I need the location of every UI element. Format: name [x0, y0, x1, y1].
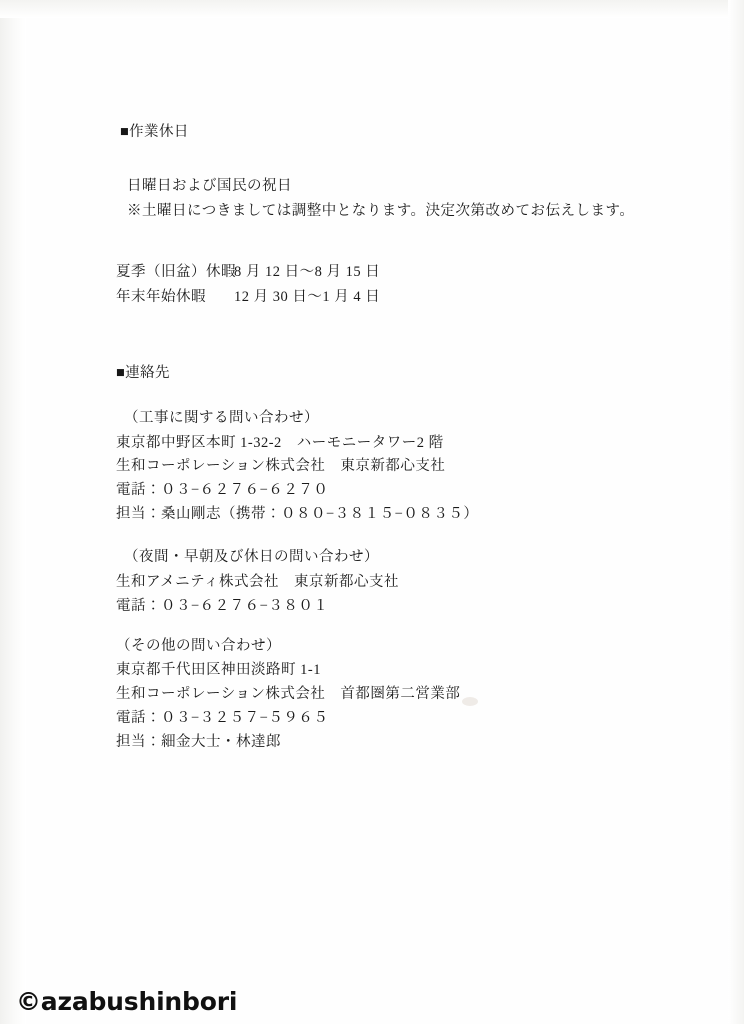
schedule-label-summer: 夏季（旧盆）休暇 [116, 264, 236, 280]
contact-afterhours-phone: 電話：０３−６２７６−３８０１ [116, 598, 329, 614]
section-heading-contacts: ■連絡先 [116, 365, 170, 381]
work-holidays-line-2: ※土曜日につきましては調整中となります。決定次第改めてお伝えします。 [127, 203, 635, 219]
paper-smudge [462, 697, 478, 706]
contact-group-title-afterhours: （夜間・早朝及び休日の問い合わせ） [124, 549, 379, 565]
contact-other-company: 生和コーポレーション株式会社 首都圏第二営業部 [116, 686, 461, 702]
contact-group-title-other: （その他の問い合わせ） [116, 638, 281, 654]
contact-group-title-construction: （工事に関する問い合わせ） [124, 410, 319, 426]
scan-edge-top [0, 0, 744, 18]
contact-construction-phone: 電話：０３−６２７６−６２７０ [116, 482, 329, 498]
section-heading-work-holidays: ■作業休日 [120, 124, 189, 140]
contact-construction-company: 生和コーポレーション株式会社 東京新都心支社 [116, 458, 446, 474]
schedule-row-yearend [116, 285, 380, 306]
schedule-value-summer: 8 月 12 日〜8 月 15 日 [234, 264, 381, 280]
schedule-row-summer [116, 260, 380, 281]
work-holidays-line-1: 日曜日および国民の祝日 [127, 178, 292, 194]
schedule-label-yearend: 年末年始休暇 [116, 289, 206, 305]
schedule-value-yearend: 12 月 30 日〜1 月 4 日 [234, 289, 381, 305]
contact-construction-person: 担当：桑山剛志（携帯：０８０−３８１５−０８３５） [116, 506, 479, 522]
watermark: ©azabushinbori [16, 987, 238, 1016]
contact-other-address: 東京都千代田区神田淡路町 1-1 [116, 662, 321, 678]
contact-other-phone: 電話：０３−３２５７−５９６５ [116, 710, 329, 726]
contact-other-person: 担当：細金大士・林達郎 [116, 734, 281, 750]
contact-afterhours-company: 生和アメニティ株式会社 東京新都心支社 [116, 574, 399, 590]
contact-construction-address: 東京都中野区本町 1-32-2 ハーモニータワー2 階 [116, 435, 444, 451]
scan-edge-right [728, 0, 744, 1024]
scan-edge-left [0, 0, 26, 1024]
